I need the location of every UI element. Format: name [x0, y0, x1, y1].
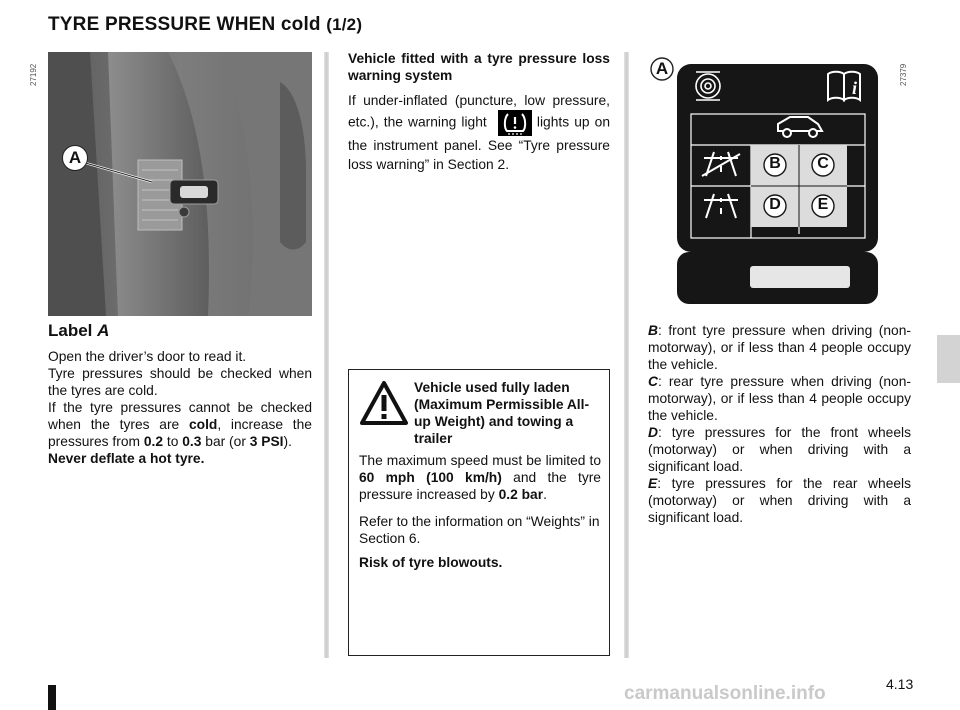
legend-key: C	[648, 374, 658, 389]
watermark: carmanualsonline.info	[624, 683, 826, 704]
grid-letter-b: B	[769, 155, 781, 172]
label-legend	[648, 322, 911, 526]
never-deflate-warning: Never deflate a hot tyre.	[48, 451, 205, 466]
text-fragment: bar (or	[205, 434, 246, 449]
legend-text: : tyre pressures for the rear wheels (motorway) or when driving with a significant load.	[648, 476, 911, 525]
text-fragment: to	[166, 434, 179, 449]
tyre-pressure-warning-icon	[498, 110, 532, 136]
legend-item-c	[648, 373, 911, 424]
title-part: (1/2)	[326, 15, 363, 34]
label-heading-letter: A	[97, 321, 110, 340]
speed-limit-paragraph	[359, 452, 601, 503]
blowout-warning: Risk of tyre blowouts.	[359, 555, 503, 570]
grid-letter-d: D	[769, 196, 781, 213]
weights-reference: Refer to the information on “Weights” in Section 6.	[359, 514, 600, 546]
page-corner-mark	[48, 685, 56, 710]
tpms-text-start: If under-inflated (puncture, low pressure, etc.), the warning light	[348, 93, 610, 130]
text-fragment: and the tyre pressure increased by	[359, 470, 601, 502]
pressure-from-value: 0.2	[143, 434, 164, 449]
speed-limit-value: 60 mph (100 km/h)	[359, 470, 502, 485]
grid-letter-c: C	[817, 155, 829, 172]
tpms-heading: Vehicle fitted with a tyre pressure loss warning system	[348, 51, 610, 83]
cold-check-instruction: Tyre pressures should be checked when the tyres are cold.	[48, 366, 312, 398]
image-code-right: 27379	[899, 63, 908, 86]
pressure-psi-value: 3 PSI	[249, 434, 284, 449]
legend-item-e	[648, 475, 911, 526]
legend-item-d	[648, 424, 911, 475]
warning-box-heading: Vehicle used fully laden (Maximum Permissible All-up Weight) and towing a trailer	[414, 380, 590, 446]
read-instruction: Open the driver’s door to read it.	[48, 349, 247, 364]
door-photo	[48, 52, 312, 316]
pressure-to-value: 0.3	[182, 434, 202, 449]
title-main: TYRE PRESSURE WHEN cold	[48, 14, 321, 35]
label-heading-prefix: Label	[48, 321, 93, 340]
page-number: 4.13	[886, 676, 914, 692]
label-heading	[48, 321, 109, 341]
legend-key: D	[648, 425, 658, 440]
legend-text: : front tyre pressure when driving (non-motorway), or if less than 4 people occupy the vehicle.	[648, 323, 911, 372]
legend-key: B	[648, 323, 658, 338]
warning-box	[348, 369, 610, 656]
legend-item-b	[648, 322, 911, 373]
label-a-text	[48, 348, 312, 467]
text-fragment: .	[543, 487, 547, 502]
text-fragment: , increase the pressures from	[48, 417, 312, 449]
page-title	[48, 14, 362, 36]
warning-triangle-icon	[359, 380, 409, 431]
column-divider	[324, 52, 329, 658]
text-fragment: ).	[283, 434, 292, 449]
text-fragment: The maximum speed must be limited to	[359, 453, 601, 468]
legend-text: : tyre pressures for the front wheels (motorway) or when driving with a significant load.	[648, 425, 911, 474]
image-code-left: 27192	[29, 63, 38, 86]
section-side-tab	[937, 335, 960, 383]
pressure-increase-value: 0.2 bar	[498, 487, 544, 502]
tpms-paragraph	[348, 91, 610, 174]
grid-letter-e: E	[817, 196, 829, 213]
column-divider	[624, 52, 629, 658]
callout-a-photo: A	[62, 145, 88, 171]
callout-a-diagram: A	[655, 59, 669, 78]
text-fragment: If the tyre pressures cannot be checked when the tyres are	[48, 400, 312, 432]
pressure-increase-instruction	[48, 399, 312, 450]
emphasis-cold: cold	[188, 417, 218, 432]
tpms-text-end: lights up on the instrument panel. See “Tyre pressure loss warning” in Section 2.	[348, 114, 610, 172]
legend-text: : rear tyre pressure when driving (non-motorway), or if less than 4 people occupy the vehicle.	[648, 374, 911, 423]
tyre-pressure-label-diagram	[650, 52, 880, 308]
legend-key: E	[648, 476, 658, 491]
svg-text:i: i	[852, 78, 858, 98]
